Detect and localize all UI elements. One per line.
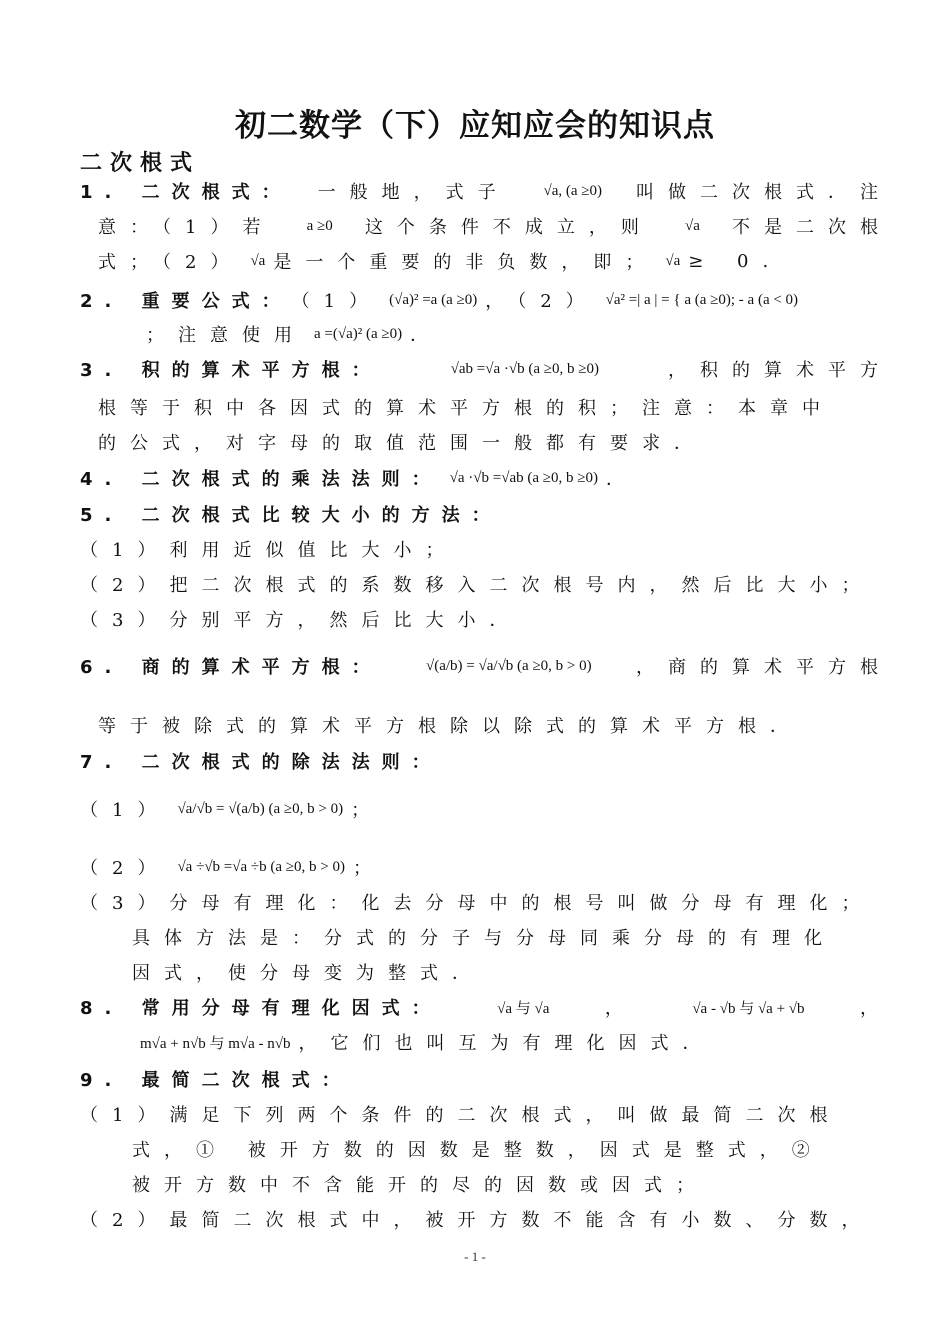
item-heading: 5. 二次根式比较大小的方法： (80, 505, 502, 526)
text-line-l8a (80, 994, 892, 1020)
formula: a ≥0 (306, 217, 333, 234)
body-text: 因式，使分母变为整式． (132, 963, 484, 984)
formula: √a ÷√b =√a ÷b (a ≥0, b > 0) (177, 858, 345, 875)
text-line-l4 (80, 465, 892, 491)
body-text: 等于被除式的算术平方根除以除式的算术平方根． (98, 716, 802, 737)
body-text: 的公式，对字母的取值范围一般都有要求． (98, 433, 706, 454)
formula: m√a + n√b 与 m√a - n√b (140, 1035, 291, 1052)
body-text: ，（2） (485, 291, 598, 312)
body-text: （2）最简二次根式中，被开方数不能含有小数、分数， (80, 1210, 874, 1231)
page-title: 初二数学（下）应知应会的知识点 (235, 108, 715, 144)
text-line-l5a (80, 536, 892, 562)
body-text: （1） (291, 291, 382, 312)
body-text: ，它们也叫互为有理化因式． (298, 1033, 715, 1054)
item-heading: 3. 积的算术平方根： (80, 360, 382, 381)
body-text: ， (860, 998, 892, 1019)
body-text: （2） (80, 858, 170, 879)
body-text: （1） (80, 800, 170, 821)
page-number: - 1 - (464, 1249, 486, 1264)
body-text: ；注意使用 (146, 325, 306, 346)
text-line-l2b (146, 321, 892, 347)
item-heading: 8. 常用分母有理化因式： (80, 998, 442, 1019)
text-line-l9a (80, 1101, 892, 1127)
body-text: 式；（2） (98, 252, 243, 273)
text-line-l2a (80, 287, 892, 313)
body-text: （3）分母有理化：化去分母中的根号叫做分母有理化； (80, 893, 874, 914)
body-text: 是一个重要的非负数，即； (273, 252, 658, 273)
text-line-l1b (98, 213, 892, 239)
text-line-l7c (80, 889, 892, 915)
body-text: （3）分别平方，然后比大小． (80, 610, 522, 631)
body-text: （1）利用近似值比大小； (80, 540, 458, 561)
text-line-l9 (80, 1066, 892, 1092)
formula: √(a/b) = √a/√b (a ≥0, b > 0) (426, 657, 592, 674)
formula: √ab =√a ·√b (a ≥0, b ≥0) (450, 360, 599, 377)
formula: (√a)² =a (a ≥0) (389, 291, 478, 308)
item-heading: 1. 二次根式： (80, 182, 292, 203)
body-text: ． (410, 325, 443, 346)
text-line-l1c (98, 248, 892, 274)
text-line-l9b (132, 1136, 892, 1162)
body-text: 具体方法是：分式的分子与分母同乘分母的有理化 (132, 928, 836, 949)
body-text: （1）满足下列两个条件的二次根式，叫做最简二次根 (80, 1105, 842, 1126)
item-heading: 7. 二次根式的除法法则： (80, 752, 442, 773)
text-line-l7 (80, 748, 892, 774)
body-text: ； (352, 858, 385, 879)
text-line-l9c (132, 1171, 892, 1197)
text-line-l5b (80, 571, 892, 597)
text-line-l5 (80, 501, 892, 527)
formula: √a, (a ≥0) (543, 182, 603, 199)
body-text: 叫做二次根式．注 (635, 182, 892, 203)
body-text: ，商的算术平方根 (636, 657, 892, 678)
formula: √a (250, 252, 266, 269)
formula: √a - √b 与 √a + √b (692, 1000, 805, 1017)
text-line-l6a (80, 653, 892, 679)
body-text: 式，① 被开方数的因数是整数，因式是整式，② (132, 1140, 824, 1161)
body-text: 不是二次根 (731, 217, 892, 238)
text-line-l1a (80, 178, 892, 204)
item-heading: 2. 重要公式： (80, 291, 292, 312)
text-line-l7a (80, 796, 892, 822)
formula: a =(√a)² (a ≥0) (314, 325, 403, 342)
text-line-l9d (80, 1206, 892, 1232)
body-text: 被开方数中不含能开的尽的因数或因式； (132, 1175, 708, 1196)
body-text: ． (605, 469, 638, 490)
item-heading: 4. 二次根式的乘法法则： (80, 469, 442, 490)
formula: √a 与 √a (497, 1000, 550, 1017)
body-text: 根等于积中各因式的算术平方根的积；注意：本章中 (98, 398, 834, 419)
body-text: 意：（1）若 (98, 217, 275, 238)
item-heading: 9. 最简二次根式： (80, 1070, 352, 1091)
text-line-l7b (80, 854, 892, 880)
body-text: （2）把二次根式的系数移入二次根号内，然后比大小； (80, 575, 874, 596)
body-text: ； (351, 800, 384, 821)
text-line-l8b (132, 1029, 892, 1055)
formula: √a² =| a | = { a (a ≥0); - a (a < 0) (605, 291, 799, 308)
body-text: 这个条件不成立，则 (364, 217, 653, 238)
formula: √a ·√b =√ab (a ≥0, b ≥0) (449, 469, 598, 486)
text-line-l7e (132, 959, 892, 985)
body-text: ， (604, 998, 637, 1019)
text-line-l5c (80, 606, 892, 632)
body-text: 一般地，式子 (317, 182, 510, 203)
text-line-l3a (80, 356, 892, 382)
formula: √a/√b = √(a/b) (a ≥0, b > 0) (177, 800, 344, 817)
section-heading: 二次根式 (80, 151, 201, 176)
text-line-l3b (98, 394, 892, 420)
text-line-l6b (98, 712, 892, 738)
formula: √a (684, 217, 700, 234)
formula: √a (665, 252, 681, 269)
body-text: ≥ 0. (688, 250, 783, 272)
body-text: ，积的算术平方 (667, 360, 892, 381)
text-line-l3c (98, 429, 892, 455)
item-heading: 6. 商的算术平方根： (80, 657, 382, 678)
text-line-l7d (132, 924, 892, 950)
